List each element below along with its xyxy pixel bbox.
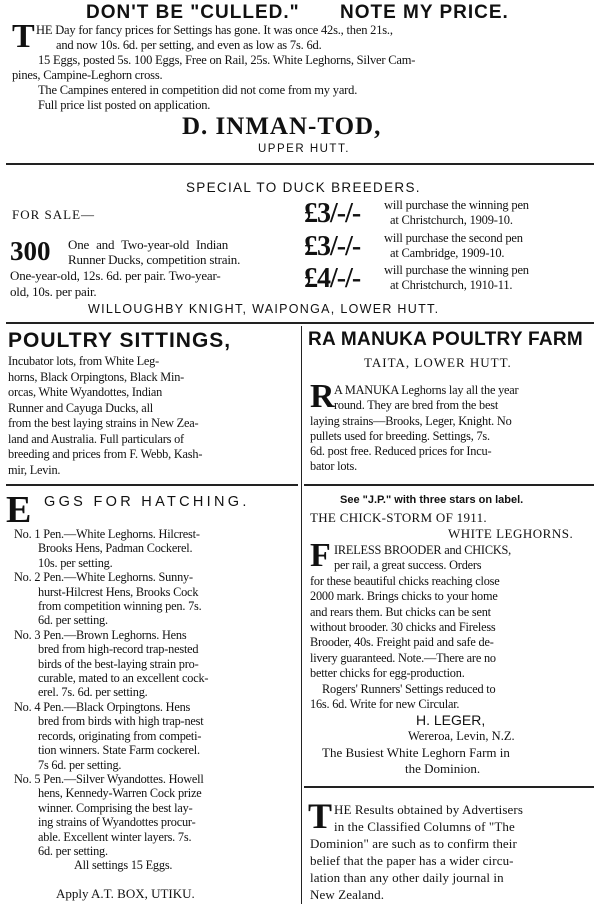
ad-ramanuka-heading: RA MANUKA POULTRY FARM [308,329,584,350]
ad-duck-footer: WILLOUGHBY KNIGHT, WAIPONGA, LOWER HUTT. [88,302,440,316]
ad-leger-line: IRELESS BROODER and CHICKS, [334,543,512,557]
pen-line: birds of the best-laying strain pro- [38,656,199,671]
ad-eggs-pens [14,527,296,873]
ad-gulled-advertiser: D. INMAN-TOD, [182,113,382,140]
ad-eggs-pen-3 [14,628,296,700]
ad-gulled-headline-left: DON'T BE "CULLED." [86,2,300,23]
ad-ramanuka-line: round. They are bred from the best [334,398,499,413]
ad-ramanuka-line: laying strains—Brooks, Leger, Knight. No [310,413,512,428]
divider-3 [6,484,298,486]
ad-sittings-line: mir, Levin. [8,462,61,477]
pen-line: bred from high-record trap-nested [38,642,199,657]
divider-1 [6,163,594,165]
ad-gulled-line-4: pines, Campine-Leghorn cross. [12,68,163,82]
pen-line: from competition winning pen. 7s. [38,599,202,614]
ad-leger-line: better chicks for egg-production. [310,666,465,681]
pen-line: No. 4 Pen.—Black Orpingtons. Hens [14,699,191,714]
ad-eggs-apply: Apply A.T. BOX, UTIKU. [56,886,195,901]
ad-sittings-line: Incubator lots, from White Leg- [8,354,159,368]
ad-dominion-line: lation than any other daily journal in [310,870,504,885]
ad-dominion-line: New Zealand. [310,887,385,902]
pen-line: winner. Comprising the best lay- [38,800,193,815]
ad-sittings-line: horns, Black Orpingtons, Black Min- [8,369,185,384]
pen-line: able. Excellent winter layers. 7s. [38,829,192,844]
ad-eggs-pen-1 [14,527,296,570]
ad-duck-prize-line2-1: at Christchurch, 1909-10. [390,213,513,227]
ad-duck-prize-line1-3: will purchase the winning pen [384,263,529,277]
ad-leger-line: Brooder, 40s. Freight paid and safe de- [310,635,494,650]
ad-duck-desc-3: One-year-old, 12s. 6d. per pair. Two-year- [10,268,221,283]
ad-duck-prize-line1-1: will purchase the winning pen [384,198,529,212]
ad-leger-address: Wereroa, Levin, N.Z. [408,729,515,743]
ad-leger-tagline-2: the Dominion. [405,761,481,776]
ad-duck-desc-2: Runner Ducks, competition strain. [68,252,241,267]
ad-leger-name: H. LEGER, [416,712,486,728]
ad-duck-prize-amount-2: £3/-/- [304,231,361,262]
ad-ramanuka-body [310,378,596,475]
pen-line: No. 1 Pen.—White Leghorns. Hilcrest- [14,527,200,541]
ad-eggs-pen-5 [14,772,296,858]
ad-duck-desc-4: old, 10s. per pair. [10,284,97,299]
ad-sittings-line: orcas, White Wyandottes, Indian [8,385,163,399]
ad-dominion-line: belief that the paper has a wider circu- [310,853,514,868]
ad-ramanuka-line: 6d. post free. Reduced prices for Incu- [310,444,492,459]
ad-dominion-line: HE Results obtained by Advertisers [334,802,523,817]
ad-ramanuka-line: pullets used for breeding. Settings, 7s. [310,428,490,443]
ad-leger-line: and rears them. But chicks can be sent [310,604,491,619]
column-divider [301,326,302,904]
divider-4 [304,484,594,486]
pen-line: 10s. per setting. [38,555,113,570]
pen-line: 7s 6d. per setting. [38,757,122,772]
ad-eggs-pen-4 [14,700,296,772]
ad-leger-line: for these beautiful chicks reaching close [310,573,500,588]
ad-leger-title: THE CHICK-STORM OF 1911. [310,510,487,525]
pen-line: curable, mated to an excellent cock- [38,671,209,686]
pen-line: 6d. per setting. [38,843,108,858]
ad-sittings-line: breeding and prices from F. Webb, Kash- [8,447,203,461]
ad-duck-prize-line2-3: at Christchurch, 1910-11. [390,278,513,292]
ad-gulled-location: UPPER HUTT. [258,143,350,155]
ad-gulled-line-6: Full price list posted on application. [38,98,211,112]
ad-ramanuka-line: bator lots. [310,459,357,474]
ad-leger-subtitle: WHITE LEGHORNS. [448,526,574,541]
pen-line: bred from birds with high trap-nest [38,714,204,729]
pen-line: hens, Kennedy-Warren Cock prize [38,786,202,801]
ad-duck-count: 300 [10,236,51,266]
ad-gulled-line-3: 15 Eggs, posted 5s. 100 Eggs, Free on Rail, 25s. White Leghorns, Silver Cam- [38,53,416,67]
ad-leger-body [310,537,598,712]
ad-duck-prize-amount-3: £4/-/- [304,263,361,294]
ad-duck-prize-line1-2: will purchase the second pen [384,231,523,245]
ad-sittings-heading: POULTRY SITTINGS, [8,329,232,352]
ad-leger-line: Rogers' Runners' Settings reduced to [322,681,496,696]
ad-gulled-line-5: The Campines entered in competition did not come from my yard. [38,83,358,97]
ad-duck-prize-amount-1: £3/-/- [304,198,361,229]
ad-ramanuka-location: TAITA, LOWER HUTT. [364,355,512,370]
pen-line: ing strains of Wyandottes procur- [38,815,196,830]
ad-duck-desc-1: One and Two-year-old Indian [68,237,229,252]
ad-duck-for-sale: FOR SALE— [12,207,96,222]
ad-dominion-dropcap: T [308,796,333,836]
ad-gulled-dropcap: T [12,18,35,55]
ad-eggs-dropcap: E [6,489,32,531]
ad-ramanuka-dropcap: R [310,378,335,415]
ad-dominion-body [308,796,598,903]
ad-leger-line: 2000 mark. Brings chicks to your home [310,589,498,604]
ad-duck-prize-line2-2: at Cambridge, 1909-10. [390,246,505,260]
ad-eggs-all-settings: All settings 15 Eggs. [74,858,173,873]
pen-line: 6d. per setting. [38,613,108,628]
pen-line: erel. 7s. 6d. per setting. [38,685,148,700]
ad-sittings-line: Runner and Cayuga Ducks, all [8,400,154,415]
pen-line: hurst-Hilcrest Hens, Brooks Cock [38,584,199,599]
ad-sittings-line: from the best laying strains in New Zea- [8,416,199,430]
ad-leger-line: per rail, a great success. Orders [334,558,482,573]
divider-5 [304,786,594,788]
ad-leger-line: without brooder. 30 chicks and Fireless [310,620,496,635]
ad-leger-dropcap: F [310,537,331,574]
ad-gulled-line-1: HE Day for fancy prices for Settings has gone. It was once 42s., then 21s., [36,23,393,37]
ad-ramanuka-line: A MANUKA Leghorns lay all the year [334,383,519,397]
ad-leger-line: livery guaranteed. Note.—There are no [310,650,496,665]
ad-sittings-line: land and Australia. Full particulars of [8,431,184,446]
ad-sittings-body [8,354,294,478]
ad-duck-heading: SPECIAL TO DUCK BREEDERS. [186,180,421,195]
ad-leger-tagline-1: The Busiest White Leghorn Farm in [322,745,510,760]
pen-line: No. 5 Pen.—Silver Wyandottes. Howell [14,771,204,786]
ad-leger-label-note: See "J.P." with three stars on label. [340,494,524,506]
ad-leger-line: 16s. 6d. Write for new Circular. [310,697,460,712]
pen-line: tion winners. State Farm cockerel. [38,743,200,758]
ad-eggs-pen-2 [14,570,296,628]
pen-line: records, originating from competi- [38,728,202,743]
divider-2 [6,322,594,324]
ad-dominion-line: Dominion" are such as to confirm their [310,836,517,851]
pen-line: Brooks Hens, Padman Cockerel. [38,541,193,556]
ad-gulled-line-2: and now 10s. 6d. per setting, and even as low as 7s. 6d. [56,38,322,52]
ad-eggs-heading: GGS FOR HATCHING. [44,494,250,510]
pen-line: No. 2 Pen.—White Leghorns. Sunny- [14,570,193,585]
pen-line: No. 3 Pen.—Brown Leghorns. Hens [14,627,187,642]
ad-gulled-headline-right: NOTE MY PRICE. [340,2,509,23]
ad-dominion-line: in the Classified Columns of "The [334,819,515,834]
